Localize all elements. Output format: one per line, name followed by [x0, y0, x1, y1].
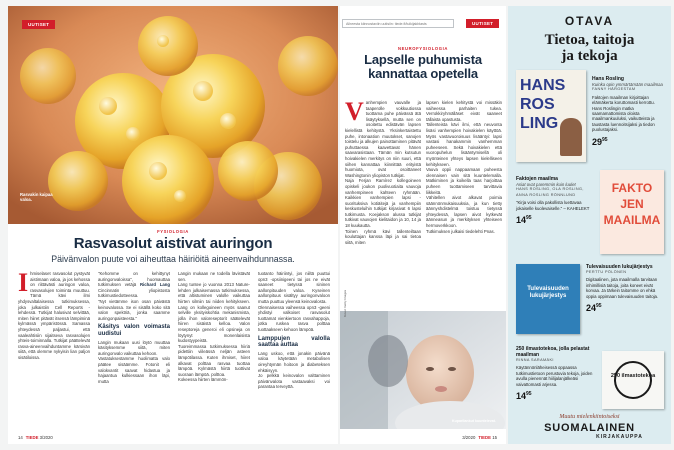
photo-credit: Kuvat: Getty Images: [343, 289, 347, 317]
hero-caption: Rasvakin kaipaa valoa.: [20, 192, 53, 202]
drop-cap: I: [18, 268, 29, 297]
price-tag: $14^{95}$: [516, 391, 532, 402]
left-page: [8, 6, 338, 444]
page-folio-left: 14 TIEDE 3/2020: [18, 435, 53, 440]
article-column-2: "Kehomme on kehittynyt auringonvaloissa", huomauttaa tutkimuksen vetäjä Richard Lang Cincinnatin yliopistosta tutkimustiedotteessa. "Nyt vietämme ison osan päivästä keinovalossa. Se ei sisällä koko sitä valon spektriä, jonka saamme auringonpaisteesta." Käsitys valon voimasta uudistui Langin mukaan uusi löytö muuttaa käsityksemme siitä, miten auringonvalo vaikuttaa kehoon. Vastatuksestamme huolimatta valo päätee sisäämme. Fotonit eli valokvantit saavat hidastua ja hajaantua kulkiessaan ihon läpi, mutta: [98, 271, 170, 384]
article-column-1: Vanhempien vauvalle ja taaperolle vokkuutiossa tuottama puhe päivässä ätä lisäytyksellä, mutta sen on osoitettu edistävän lapsen kielellistä kehitystä. Yksinkertaistettu puhe, intonaation muutokset, sanojen toistelu ja alkujen painottaminen pitävät puhuttaessa kaavettavat hänen saavarasistaan. Tämän min kutsutun hoivakielen merkitys on niin suuri, että siihen kannattaa kiinnittää erityistä huomiota, ovat osoittaneet Washingtonin yliopiston tutkijat. Naja Ferjan Ramírez kollegoineen opiskeli joukon puolivuotiaita vauvoja vanhempineen kahteen ryhmään. Kaikkien vanhempien lapsi -suorituksiva kotiäitejä ja vanhempiin keskusteluihin tutkijat kirjasivat 6 lapsi tutkimusta. Koejakson alussa tutkijat tutkivat vauvojen kielitaidon ja 10, 14 ja 18 kuukautta. Toinen ryhmä kävi tallenteiltaan kouluttajan kanssa läpi ja sai tietoa siitä, miten: [345, 97, 421, 245]
article-kicker: NEUROFYSIOLOGIA: [398, 46, 448, 51]
store-name: SUOMALAINEN: [544, 422, 635, 434]
book-info-4: 250 ilmastotekoa, jolla pelastat maailman RINNA SARAMÄKI Käytännönläheisessä oppaassa tutkimustietoon perustuvia tekoja, joiden avulla pienennät hiilijalanjälkeäsi vaivattomasti arjessa. $14^{95}$: [516, 346, 593, 402]
book-info-3: Tulevaisuuden lukujärjestys PERTTU PÖLÖNEN Digitaalinen, jota maailmalla tarvitaan inhimillisiä taitoja, joita koneet eivät korvaa. Ja tärkein taitomme on ehkä oppia oppimaan tulevaisuuden taitoja. $24^{95}$: [586, 264, 666, 313]
store-subtitle: KIRJAKAUPPA: [596, 434, 643, 440]
article-headline: Lapselle puhumista kannattaa opetella: [364, 52, 482, 81]
article-headline: Rasvasolut aistivat auringon: [73, 235, 273, 252]
circle-emblem-icon: [614, 361, 652, 399]
right-page: [340, 6, 506, 444]
photo-caption: Kuparilankut kuuntelevat.: [452, 419, 496, 423]
article-column-4: tuotanto häiriintyi, jos niiltä puuttui opn3 -opsiinigeeni tai jos ne eivät saaneet tietyssä sininen aallonpituuden valoa. Kyseinen aallonpituus sisältyy auringonvaloon mutta puuttuu yleensä keinovalosta. Olennaisessa vaiheessa opn3 -geeni yhdistyi valkoiset rasvasolut tuottamat vienkiertoon rasvahappoja, jotka ruskea rasva polttaa tuottaakseen kehoon lämpöä. Lamppujen valolla saattaa auttaa Lang uskoo, että jonakin päivänä valoa käytetään metabolisen oireyhtymän hoitoon ja diabeteksen ehkäisyyn. Jo pelkkä keinovalon valttaminen päivänvalota vastaavaksi voi parantaa terveyttä.: [258, 271, 330, 390]
article-column-2: lapsen kielen kehitystä voi missäkin vaiheessa parhaiten tukea. Verrokkiryhmälläset eivät saaneet tällaista opastusta. Tallenteista kävi ilmi, että neuvonta lisäsi vanhempien hoivakielen käyttöä. Myös vastavuoroisuus lisääntyi: lapsi vastasi hanakammin vanhemman puheeseen. Sekä hoivakielen että vuoropuhelun lisääntymisellä oli myönteinen yhteys lapsen kielelliseen kehitykseen. Vauva oppii nappaamaan puheesta olennaisen vain sitä kuuntelemalla. Matkiminen ja koikella taas harjoittaa puheen tuottamiseen tarvittavia liikkeitä. Vähitellen aivot alkavat poimia säännönmukaisuuksia, ja kun tietty äännyshdistelmä toistuu tietyssä yhteydessä, lapsen aivot kytkevät äänneasun ja merkityksen yhteiseen hermoverkkoon. Tutkimuksen julkaisi tiedelehti Pnas.: [426, 100, 502, 234]
book-cover-hans-rosling[interactable]: HANS ROS LING: [516, 70, 586, 162]
book-cover-faktojen-maailma[interactable]: FAKTO JEN MAAILMA: [600, 170, 664, 254]
article-subheading: Käsitys valon voimasta uudistui: [98, 324, 170, 337]
book-info-1: Hans Rosling Kuinka opin ymmärtämään maailmaa FANNY HÄRGESTAM Faktojen maailman kirjoittajan elämäkerta koruttomasti kerrottu. Hans Roslingin matka saamamattomista oloista maailmankuuluksi, vaikutteista ja taustasta luennoitsijaksi ja tiedon puolustajaksi. $29^{95}$: [592, 76, 666, 147]
page-folio-right: 3/2020 TIEDE 15: [462, 435, 497, 440]
baby-illustration: [340, 311, 506, 429]
book-info-2: Faktojen maailma Asiat ovat paremmin kuin luulet HANS ROSLING, OLA ROSLING, ANNA ROSLING RÖNNLUND "Kirja voisi olla pakollista luettavaa jokaiselle kuolevaiselle." – KAHELEKT $14^{95}$: [516, 176, 594, 225]
search-hint-bar: Aiheesta kiinnostaviin uutisiin: tiede.fi/tuikijakblasts: [342, 19, 454, 28]
portrait-icon: [560, 118, 582, 156]
otava-logo: OTAVA: [564, 14, 615, 28]
price-tag: $14^{95}$: [516, 215, 532, 226]
article-column-3: Langin mukaan ne todella lävistävät sen. Lang tuntee jo vuonna 2013 Nature-lehden julkaisemassa tutkimuksessa, että altistuminen valolle vaikuttaa hiirten silmiin tai niiden kehitykseen. Lang on kollegoineen myös saanut selville yksityiskohtia mekanismista, jolla ihon valoreseptorit säätelevät hiiren sisäistä kelloa. Valon reseptoreja generoi eli opsineja on löytynyt monenlaisista kudostyypeistä. Tuoreimmassa tutkimuksessa hiiriä pidettiin viileässä neljän asteen lämpötilassa. Kuten ihmiset, hiiret alkavat polttaa rasvaa tuottaa lämpöä. Kylmästä hiirtä tuottivat suoraan lämpöä. polttoa. Kokeessa hiirten lämmön-: [178, 271, 250, 383]
article-kicker: FYSIOLOGIA: [157, 229, 189, 234]
drop-cap: V: [345, 97, 364, 126]
baby-photo: [340, 289, 506, 429]
ad-title: Tietoa, taitoja ja tekoja: [544, 32, 635, 64]
book-cover-tulevaisuuden-lukujarjestys[interactable]: Tulevaisuuden lukujärjestys: [516, 264, 580, 334]
article-subheadline: Päivänvalon puute voi aiheuttaa häiriöitä aineenvaihdunnassa.: [51, 254, 295, 264]
price-tag: $29^{95}$: [592, 136, 608, 147]
ad-slogan: Muutu mielenkiintoiseksi: [559, 414, 620, 420]
otava-advertisement: [508, 6, 671, 444]
section-tag: UUTISET: [466, 19, 499, 28]
article-subheading: Lamppujen valolla saattaa auttaa: [258, 335, 330, 349]
book-cover-250-ilmastotekoa[interactable]: 250 ilmastotekoa: [602, 351, 664, 409]
section-tag: UUTISET: [22, 20, 55, 29]
article-column-1: Ihmiselaset rasvasolut pystyvät aistimaan valoa, ja jos kehossa on riittävästi auringon valoa, rasvasolujen toiminta muuttuu. Tämä kävi ilmi yhdysvaltalaisessa tutkimuksessa, joka julkaistiin Cell Reports -lehdessä. Tutkijat halusivat selvittää, miten hiiret pitävät itsensä lämpiminä kylmässä ympäristössä. Samassa yhteydessä paljastui, että vaaleahtisiin sijaitseva rasvasolujen yhteis-toiminnalla. Tutkijat päättelevät rasva-aineenvaihduntamme kärsivän siitä, että olemme nykyisin lian paljon sisätiloissa.: [18, 268, 90, 360]
price-tag: $24^{95}$: [586, 303, 602, 314]
